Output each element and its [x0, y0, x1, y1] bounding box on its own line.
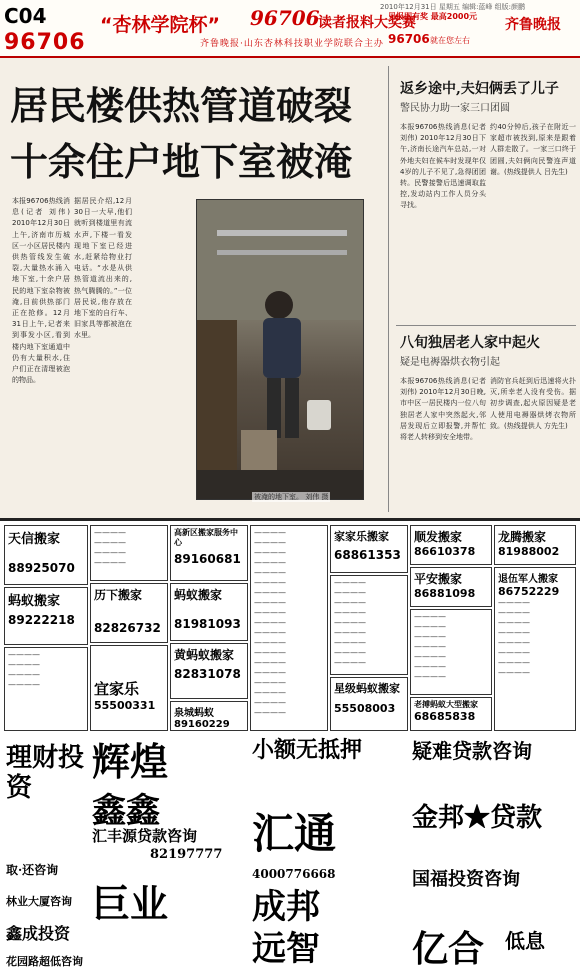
ad-col4-misc	[250, 525, 328, 731]
story2-col2: 消防官兵赶到后迅速将火扑灭,所幸老人没有受伤。据初步调查,起火原因疑是老人使用电褥器烘烤衣物所致。(热线提供人 方先生)	[490, 377, 576, 430]
main-article-col2: 据居民介绍,12月30日一大早,他们就听到楼道里有流水声,下楼一看发现地下室已经进水,赶紧给物业打电话。“水是从供热管道流出来的,热气腾腾的。”一位居民说,他存放在地下室的自行车、旧家具等都被泡在水里。	[74, 197, 132, 340]
ad-phone: 68861353	[334, 548, 401, 562]
ad-title: 顺发搬家	[414, 530, 463, 544]
ad-lixia-moving	[90, 583, 168, 643]
ad-ant-moving-2	[170, 583, 248, 641]
ad-xincheng-invest: 鑫成投资	[6, 924, 71, 943]
main-headline: 居民楼供热管道破裂 十余住户地下室被淹	[10, 83, 353, 184]
ad-free-hotline: 4000776668	[252, 867, 336, 881]
ad-phone: 81988002	[498, 545, 560, 558]
ad-lines: ———— ———— ———— ————	[8, 650, 40, 689]
ad-yellow-ant	[170, 643, 248, 699]
ad-phone: 68685838	[414, 710, 476, 723]
story1-col1: 本报96706热线消息(记者 刘伟) 2010年12月30日下午,济南长途汽车总站,一对外地夫妇在候车时发现年仅4岁的儿子不见了,急得团团转。民警接警后迅速调取监控,发动站内工作人员分头寻找。	[400, 123, 486, 210]
ad-star-ant	[330, 677, 408, 731]
news-photo	[196, 199, 364, 500]
ad-huitong: 汇通	[252, 809, 337, 858]
ad-laobo-ant	[410, 697, 492, 731]
ad-gaoxin-moving	[170, 525, 248, 581]
ad-guofu-invest: 国福投资咨询	[412, 869, 520, 890]
ad-title: 老搏蚂蚁大型搬家	[414, 700, 478, 709]
ad-title: 平安搬家	[414, 572, 463, 586]
ad-yihe: 亿合	[412, 928, 485, 970]
story1-headline: 返乡途中,夫妇俩丢了儿子	[400, 81, 559, 97]
ad-phone: 88925070	[8, 561, 75, 575]
main-article-col1: 本报96706热线消息(记者 刘伟) 2010年12月30日上午,济南市历城区一小区居民楼内供热管线发生破裂,大量热水涌入地下室,十余户居民的地下室杂物被淹,目前供热部门正在抢修。12月31日上午,记者来到事发小区,看到楼内地下室通道中仍有大量积水,住户们正在清理被泡的物品。	[12, 197, 70, 385]
contest-subtitle: 齐鲁晚报·山东杏林科技职业学院联合主办	[200, 39, 384, 49]
story-divider	[396, 325, 576, 326]
ad-small-loan: 小额无抵押	[252, 737, 363, 763]
ad-title: 星级蚂蚁搬家	[334, 682, 400, 695]
ad-chengbang: 成邦	[252, 887, 320, 927]
ad-phone: 86610378	[414, 545, 476, 558]
ad-huihuang: 辉煌	[92, 739, 169, 784]
photo-caption: 被淹的地下室。 刘伟 摄	[254, 493, 329, 501]
ad-jiajiale	[330, 525, 408, 573]
ad-col6-misc	[410, 609, 492, 695]
promo-tail: 就在您左右	[430, 36, 470, 45]
ad-title: 家家乐搬家	[334, 530, 389, 543]
ad-lines: ———— ———— ———— ———— ———— ———— ———— ————	[498, 598, 530, 677]
ad-phone: 89222218	[8, 613, 75, 627]
page-code: C04	[4, 4, 47, 28]
ad-hard-loan: 疑难贷款咨询	[412, 739, 532, 763]
ad-yuanzhi: 远智	[252, 929, 320, 969]
ad-title: 蚂蚁搬家	[174, 588, 223, 602]
masthead-logo: 齐鲁晚报	[505, 17, 561, 33]
ad-shunfa	[410, 525, 492, 565]
story2-subtitle: 疑是电褥器烘衣物引起	[400, 357, 500, 368]
ad-veteran-moving	[494, 567, 576, 731]
ad-low-interest: 低息	[505, 929, 545, 953]
ad-title: 龙腾搬家	[498, 530, 547, 544]
promo-hotline: 96706	[388, 32, 430, 46]
ad-linye-consult: 林业大厦咨询	[6, 895, 72, 908]
ad-col5-misc	[330, 575, 408, 675]
story1-subtitle: 警民协力助一家三口团圆	[400, 103, 510, 114]
contest-title-rest: 读者报料大奖赛	[318, 15, 416, 31]
ad-lines: ———— ———— ———— ————	[94, 528, 126, 567]
ad-phone: 55508003	[334, 702, 396, 715]
ad-phone: 86881098	[414, 587, 476, 600]
ad-lines: ———— ———— ———— ———— ———— ———— ———— ———— ———— ———— ———— ———— ———— ———— ———— ———— ———— ———— ————	[254, 528, 286, 717]
ad-finance-invest: 理财投资	[6, 743, 85, 803]
ad-phone: 55500331	[94, 699, 156, 712]
ad-title: 天信搬家	[8, 532, 61, 547]
hotline-number: 96706	[4, 30, 86, 55]
ad-phone: 86752229	[498, 585, 560, 598]
ad-tianxin-moving	[4, 525, 88, 585]
classified-ads-section	[0, 518, 580, 975]
story2-headline: 八旬独居老人家中起火	[400, 335, 540, 351]
ad-title: 宜家乐	[94, 680, 140, 698]
ad-huifengyuan: 汇丰源贷款咨询	[92, 827, 198, 845]
ad-lines: ———— ———— ———— ———— ———— ———— ————	[414, 612, 446, 681]
contest-title: “杏林学院杯”	[100, 14, 220, 36]
ad-juye: 巨业	[92, 881, 169, 926]
promo-text: 见报即有奖 最高2000元	[388, 12, 478, 21]
ad-phone: 89160681	[174, 552, 241, 566]
story1-col2: 约40分钟后,孩子在附近一家超市被找到,原来是跟着人群走散了。一家三口终于团圆,夫妇俩向民警连声道谢。(热线提供人 吕先生)	[490, 123, 576, 176]
ad-jinbang-loan: 金邦★贷款	[412, 803, 543, 833]
ad-withdraw-consult: 取·还咨询	[6, 863, 59, 877]
ad-quancheng-ant	[170, 701, 248, 731]
column-divider	[388, 66, 389, 512]
ad-phone: 82831078	[174, 667, 241, 681]
ad-title: 黄蚂蚁搬家	[174, 648, 235, 662]
ad-col1-misc	[4, 647, 88, 731]
story2-col1: 本报96706热线消息(记者 刘伟) 2010年12月30日晚,市中区一居民楼内一位八旬独居老人家中突然起火,邻居发现后立即报警,并帮忙将老人转移到安全地带。	[400, 377, 486, 442]
ad-ant-moving	[4, 587, 88, 645]
ad-lines: ———— ———— ———— ———— ———— ———— ———— ———— ————	[334, 578, 366, 667]
ad-title: 高新区搬家服务中心	[174, 528, 238, 547]
ad-title: 退伍军人搬家	[498, 574, 558, 585]
ad-phone: 81981093	[174, 617, 241, 631]
ad-yijiale	[90, 645, 168, 731]
ad-title: 泉城蚂蚁	[174, 708, 214, 719]
date-line: 2010年12月31日 星期五 编辑:蓝峰 组版:颜鹏	[380, 3, 526, 11]
ad-pingan	[410, 567, 492, 607]
ad-xinxin: 鑫鑫	[92, 791, 160, 831]
ad-longteng	[494, 525, 576, 565]
ad-huayuanlu-consult: 花园路超低咨询	[6, 955, 83, 968]
photo-illustration	[197, 200, 364, 500]
ad-phone: 82826732	[94, 621, 161, 635]
ad-phone: 89160229	[174, 719, 230, 730]
ad-title: 蚂蚁搬家	[8, 594, 61, 609]
ad-title: 历下搬家	[94, 588, 143, 602]
contest-hotline: 96706	[250, 6, 320, 30]
ad-huifengyuan-phone: 82197777	[150, 847, 223, 862]
ad-col2-top	[90, 525, 168, 581]
